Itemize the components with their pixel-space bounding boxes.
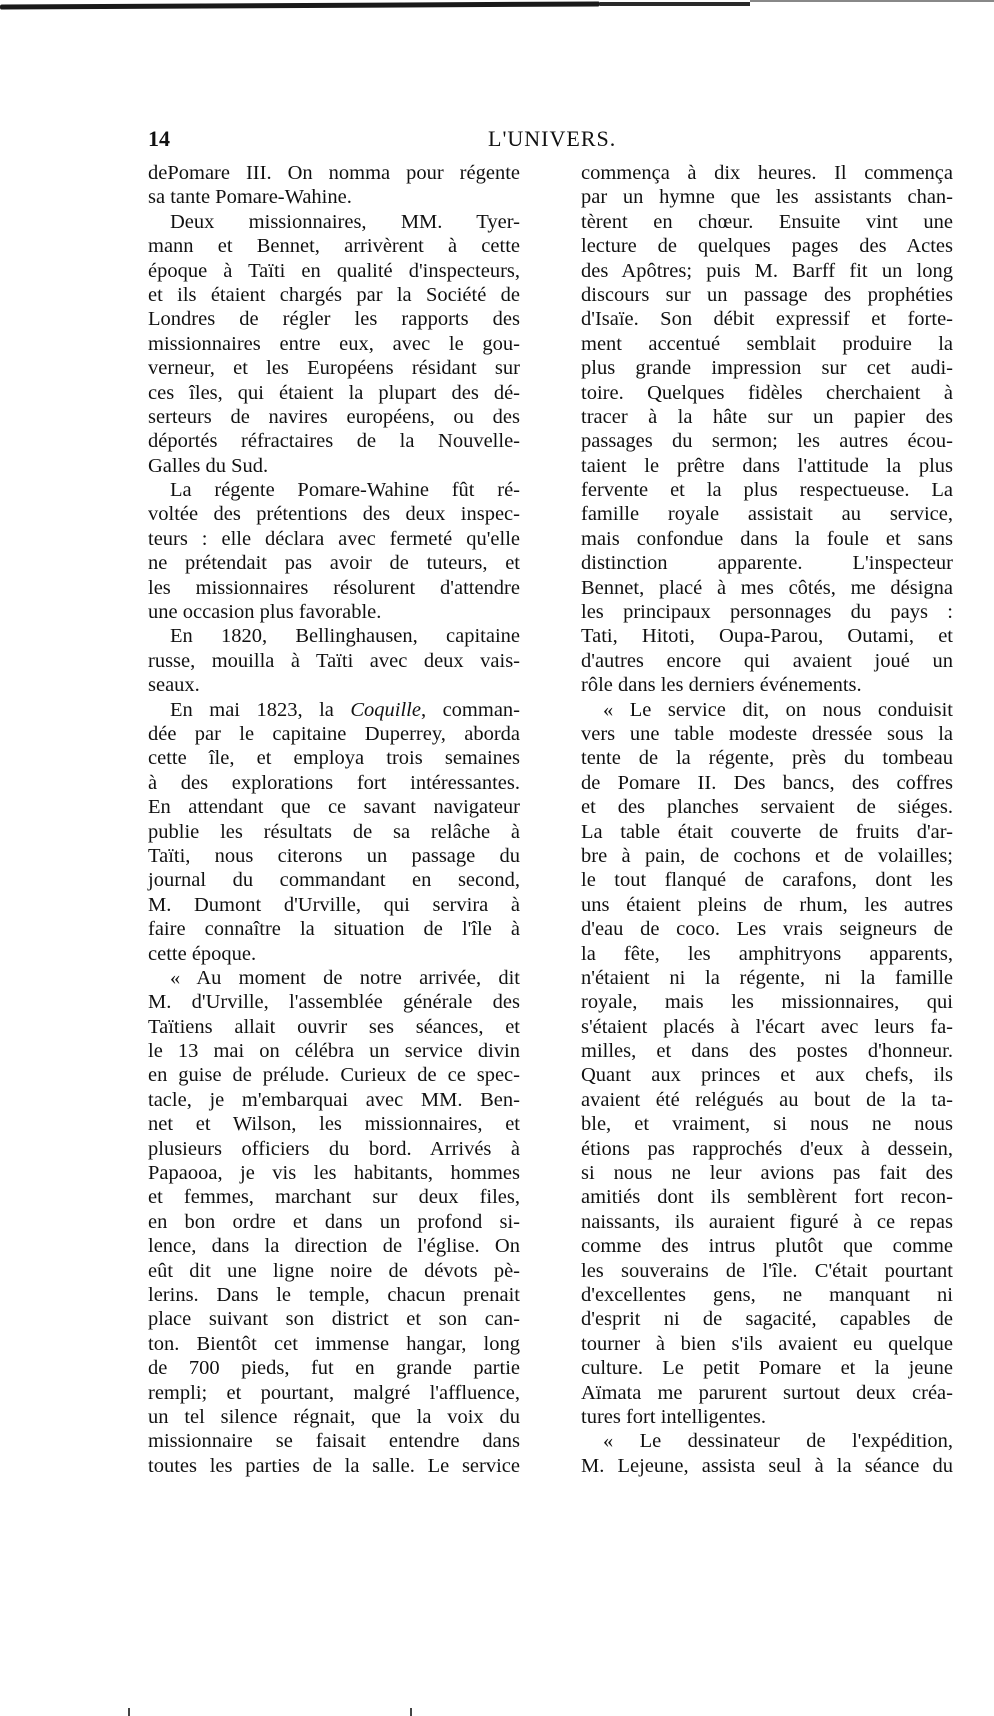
text-line: tourner à bien s'ils avaient eu quelque	[581, 1332, 953, 1355]
text-line: en guise de prélude. Curieux de ce spec-	[148, 1064, 520, 1087]
text-line: d'esprit ni de sagacité, capables de	[581, 1308, 953, 1331]
text-line: mann et Bennet, arrivèrent à cette	[148, 235, 520, 258]
text-line: fervente et la plus respectueuse. La	[581, 479, 953, 502]
text-line: d'excellentes gens, ne manquant ni	[581, 1283, 953, 1306]
text-line: uns étaient pleins de rhum, les autres	[581, 893, 953, 916]
scan-edge-bar	[750, 0, 994, 2]
text-line: les missionnaires résolurent d'attendre	[148, 576, 520, 599]
text-line: avaient été relégués au bout de la ta-	[581, 1088, 953, 1111]
text-line: ces îles, qui étaient la plupart des dé-	[148, 381, 520, 404]
text-line: une occasion plus favorable.	[148, 601, 382, 624]
text-line: sa tante Pomare-Wahine.	[148, 186, 352, 209]
text-line: rempli; et pourtant, malgré l'affluence,	[148, 1381, 520, 1404]
text-line: comme des intrus plutôt que comme	[581, 1235, 953, 1258]
text-line: En mai 1823, la Coquille, comman-	[170, 698, 520, 721]
text-line: lerins. Dans le temple, chacun prenait	[148, 1283, 520, 1306]
text-line: mais confondue dans la foule et sans	[581, 527, 953, 550]
text-line: d'Isaïe. Son débit expressif et forte-	[581, 308, 953, 331]
text-line: Tati, Hitoti, Oupa-Parou, Outami, et	[581, 625, 953, 648]
text-line: lence, dans la direction de l'église. On	[148, 1235, 520, 1258]
text-line: russe, mouilla à Taïti avec deux vais-	[148, 649, 520, 672]
text-line: étions pas rapprochés d'eux à dessein,	[581, 1137, 953, 1160]
text-line: En 1820, Bellinghausen, capitaine	[170, 625, 520, 648]
text-line: s'étaient placés à l'écart avec leurs fa-	[581, 1015, 953, 1038]
text-line: voltée des prétentions des deux inspec-	[148, 503, 520, 526]
page-number: 14	[148, 126, 170, 151]
text-line: « Le service dit, on nous conduisit	[603, 698, 953, 721]
text-line: Bennet, placé à mes côtés, me désigna	[581, 576, 953, 599]
text-line: En attendant que ce savant navigateur	[148, 796, 520, 819]
text-line: amitiés dont ils semblèrent fort recon-	[581, 1186, 953, 1209]
text-line: La table était couverte de fruits d'ar-	[581, 820, 953, 843]
text-line: le 13 mai on célébra un service divin	[148, 1040, 520, 1063]
text-line: et femmes, marchant sur deux files,	[148, 1186, 520, 1209]
text-line: missionnaires entre eux, avec le gou-	[148, 332, 520, 355]
text-line: époque à Taïti en qualité d'inspecteurs,	[148, 259, 520, 282]
page-header	[148, 126, 978, 156]
scan-edge-bar	[0, 1, 600, 9]
text-line: cette île, et employa trois semaines	[148, 747, 520, 770]
text-line: tures fort intelligentes.	[581, 1405, 767, 1428]
text-line: Deux missionnaires, MM. Tyer-	[170, 210, 520, 233]
text-line: place suivant son district et son can-	[148, 1308, 520, 1331]
text-line: ne prétendait pas avoir de tuteurs, et	[148, 552, 520, 575]
text-line: commença à dix heures. Il commença	[581, 162, 953, 184]
text-line: bre à pain, de cochons et de volailles;	[581, 844, 953, 867]
text-line: à des explorations fort intéressantes.	[148, 771, 520, 794]
text-line: vers une table modeste dressée sous la	[581, 722, 953, 745]
text-line: Londres de régler les rapports des	[148, 308, 520, 331]
text-line: M. Lejeune, assista seul à la séance du	[581, 1454, 953, 1477]
text-line: lecture de quelques pages des Actes	[581, 235, 953, 258]
text-line: culture. Le petit Pomare et la jeune	[581, 1357, 953, 1380]
running-head: L'UNIVERS.	[488, 126, 617, 151]
text-line: tracer à la hâte sur un papier des	[581, 405, 953, 428]
text-line: teurs : elle déclara avec fermeté qu'elle	[148, 527, 520, 550]
text-line: distinction apparente. L'inspecteur	[581, 552, 953, 575]
text-line: La régente Pomare-Wahine fût ré-	[170, 479, 520, 502]
text-line: cette époque.	[148, 942, 257, 965]
italic-ship-name: Coquille	[350, 698, 421, 721]
text-line: ble, et vraiment, si nous ne nous	[581, 1113, 953, 1136]
text-line: d'eau de coco. Les vrais seigneurs de	[581, 918, 953, 941]
text-line: si nous ne leur avions pas fait des	[581, 1162, 953, 1185]
scan-edge-bar	[600, 2, 750, 6]
text-line: toire. Quelques fidèles cherchaient à	[581, 381, 953, 404]
text-line: Galles du Sud.	[148, 454, 269, 477]
scan-speck	[128, 1708, 130, 1716]
text-line: publie les résultats de sa relâche à	[148, 820, 520, 843]
text-line: serteurs de navires européens, ou des	[148, 405, 520, 428]
text-line: en bon ordre et dans un profond si-	[148, 1210, 520, 1233]
text-line: et ils étaient chargés par la Société de	[148, 283, 520, 306]
text-line: de Pomare II. Des bancs, des coffres	[581, 771, 953, 794]
text-line: dée par le capitaine Duperrey, aborda	[148, 722, 520, 745]
text-line: le tout flanqué de carafons, dont les	[581, 869, 953, 892]
text-line: Taïti, nous citerons un passage du	[148, 844, 520, 867]
text-line: Quant aux princes et aux chefs, ils	[581, 1064, 953, 1087]
text-line: d'autres encore qui avaient joué un	[581, 649, 953, 672]
text-line: tèrent en chœur. Ensuite vint une	[581, 210, 953, 233]
text-line: passages du sermon; les autres écou-	[581, 430, 953, 453]
text-line: un tel silence régnait, que la voix du	[148, 1405, 520, 1428]
text-line: M. Dumont d'Urville, qui servira à	[148, 893, 520, 916]
text-line: missionnaire se faisait entendre dans	[148, 1430, 520, 1453]
text-line: seaux.	[148, 674, 200, 697]
text-line: toutes les parties de la salle. Le service	[148, 1454, 520, 1477]
text-line: faire connaître la situation de l'île à	[148, 918, 520, 941]
text-line: des Apôtres; puis M. Barff fit un long	[581, 259, 953, 282]
text-line: les principaux personnages du pays :	[581, 601, 953, 624]
text-line: Taïtiens allait ouvrir ses séances, et	[148, 1015, 520, 1038]
text-line: par un hymne que les assistants chan-	[581, 186, 953, 209]
text-line: famille royale assistait au service,	[581, 503, 953, 526]
text-line: verneur, et les Européens résidant sur	[148, 357, 520, 380]
text-line: la fête, les amphitryons apparents,	[581, 942, 953, 965]
text-line: « Au moment de notre arrivée, dit	[170, 966, 520, 989]
text-column-right	[581, 161, 953, 1478]
text-line: ton. Bientôt cet immense hangar, long	[148, 1332, 520, 1355]
text-line: discours sur un passage des prophéties	[581, 283, 953, 306]
text-line: taient le prêtre dans l'attitude la plus	[581, 454, 953, 477]
text-column-left	[148, 161, 520, 1478]
text-line: M. d'Urville, l'assemblée générale des	[148, 991, 520, 1014]
text-line: naissants, ils auraient figuré à ce repas	[581, 1210, 953, 1233]
text-line: de 700 pieds, fut en grande partie	[148, 1357, 520, 1380]
scan-edge-artifact	[0, 0, 994, 10]
text-line: plusieurs officiers du bord. Arrivés à	[148, 1137, 520, 1160]
text-line: plus grande impression sur cet audi-	[581, 357, 953, 380]
text-line: rôle dans les derniers événements.	[581, 674, 862, 697]
text-line: « Le dessinateur de l'expédition,	[603, 1430, 953, 1453]
text-line: tacle, je m'embarquai avec MM. Ben-	[148, 1088, 520, 1111]
text-line: tente de la régente, près du tombeau	[581, 747, 953, 770]
text-line: Aïmata me parurent surtout deux créa-	[581, 1381, 953, 1404]
text-line: dePomare III. On nomma pour régente	[148, 162, 520, 184]
text-line: milles, et dans des postes d'honneur.	[581, 1040, 953, 1063]
text-line: et des planches servaient de siéges.	[581, 796, 953, 819]
text-line: royale, mais les missionnaires, qui	[581, 991, 953, 1014]
text-line: eût dit une ligne noire de dévots pè-	[148, 1259, 520, 1282]
text-line: net et Wilson, les missionnaires, et	[148, 1113, 520, 1136]
scan-speck	[410, 1708, 412, 1716]
text-line: déportés réfractaires de la Nouvelle-	[148, 430, 520, 453]
text-line: journal du commandant en second,	[148, 869, 520, 892]
text-line: n'étaient ni la régente, ni la famille	[581, 966, 953, 989]
text-line: ment accentué semblait produire la	[581, 332, 953, 355]
text-line: les souverains de l'île. C'était pourtant	[581, 1259, 953, 1282]
text-line: Papaooa, je vis les habitants, hommes	[148, 1162, 520, 1185]
